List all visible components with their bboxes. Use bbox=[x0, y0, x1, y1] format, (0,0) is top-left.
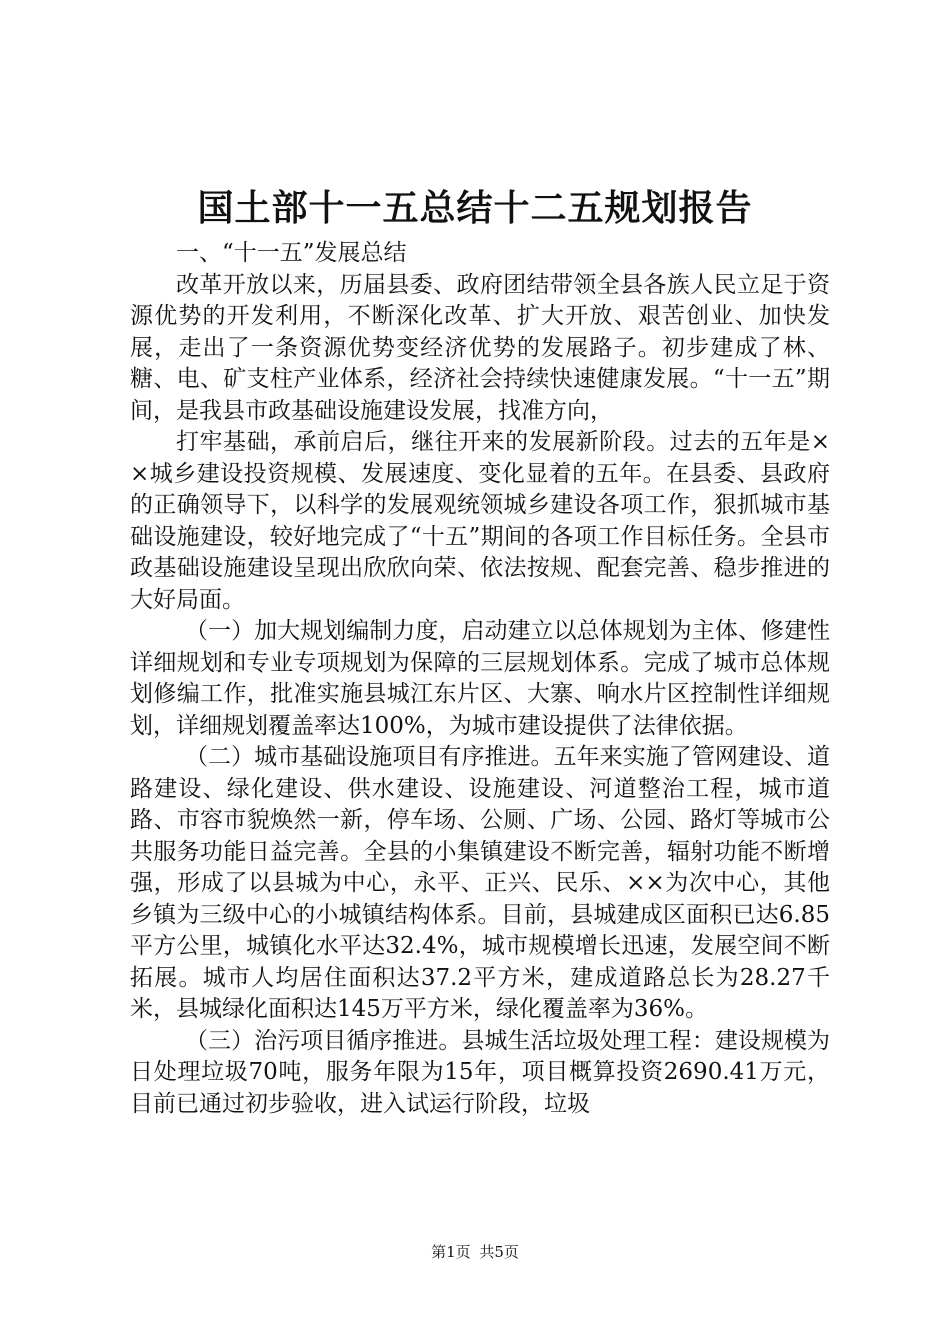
page-number: 第1页 bbox=[431, 1243, 471, 1261]
page-total: 共5页 bbox=[479, 1243, 519, 1261]
paragraph-pollution: （三）治污项目循序推进。县城生活垃圾处理工程：建设规模为日处理垃圾70吨，服务年限为15年，项目概算投资2690.41万元，目前已通过初步验收，进入试运行阶段，垃圾 bbox=[130, 1027, 830, 1117]
paragraph-infrastructure: （二）城市基础设施项目有序推进。五年来实施了管网建设、道路建设、绿化建设、供水建设、设施建设、河道整治工程，城市道路、市容市貌焕然一新，停车场、公厕、广场、公园、路灯等城市公共服务功能日益完善。全县的小集镇建设不断完善，辐射功能不断增强，形成了以县城为中心，永平、正兴、民乐、××为次中心，其他乡镇为三级中心的小城镇结构体系。目前，县城建成区面积已达6.85平方公里，城镇化水平达32.4%，城市规模增长迅速，发展空间不断拓展。城市人均居住面积达37.2平方米，建成道路总长为28.27千米，县城绿化面积达145万平方米，绿化覆盖率为36%。 bbox=[130, 744, 830, 1022]
document-body bbox=[130, 238, 830, 1120]
paragraph-planning: （一）加大规划编制力度，启动建立以总体规划为主体、修建性详细规划和专业专项规划为保障的三层规划体系。完成了城市总体规划修编工作，批准实施县城江东片区、大寨、响水片区控制性详细规划，详细规划覆盖率达100%，为城市建设提供了法律依据。 bbox=[130, 618, 830, 739]
paragraph-intro: 改革开放以来，历届县委、政府团结带领全县各族人民立足于资源优势的开发利用，不断深化改革、扩大开放、艰苦创业、加快发展，走出了一条资源优势变经济优势的发展路子。初步建成了林、糖、电、矿支柱产业体系，经济社会持续快速健康发展。“十一五”期间，是我县市政基础设施建设发展，找准方向， bbox=[130, 271, 830, 424]
page-footer bbox=[0, 1242, 950, 1262]
document-title: 国土部十一五总结十二五规划报告 bbox=[197, 187, 753, 229]
section-heading: 一、“十一五”发展总结 bbox=[176, 240, 407, 266]
paragraph-foundation: 打牢基础，承前启后，继往开来的发展新阶段。过去的五年是××城乡建设投资规模、发展速度、变化显着的五年。在县委、县政府的正确领导下，以科学的发展观统领城乡建设各项工作，狠抓城市基础设施建设，较好地完成了“十五”期间的各项工作目标任务。全县市政基础设施建设呈现出欣欣向荣、依法按规、配套完善、稳步推进的大好局面。 bbox=[130, 429, 830, 613]
